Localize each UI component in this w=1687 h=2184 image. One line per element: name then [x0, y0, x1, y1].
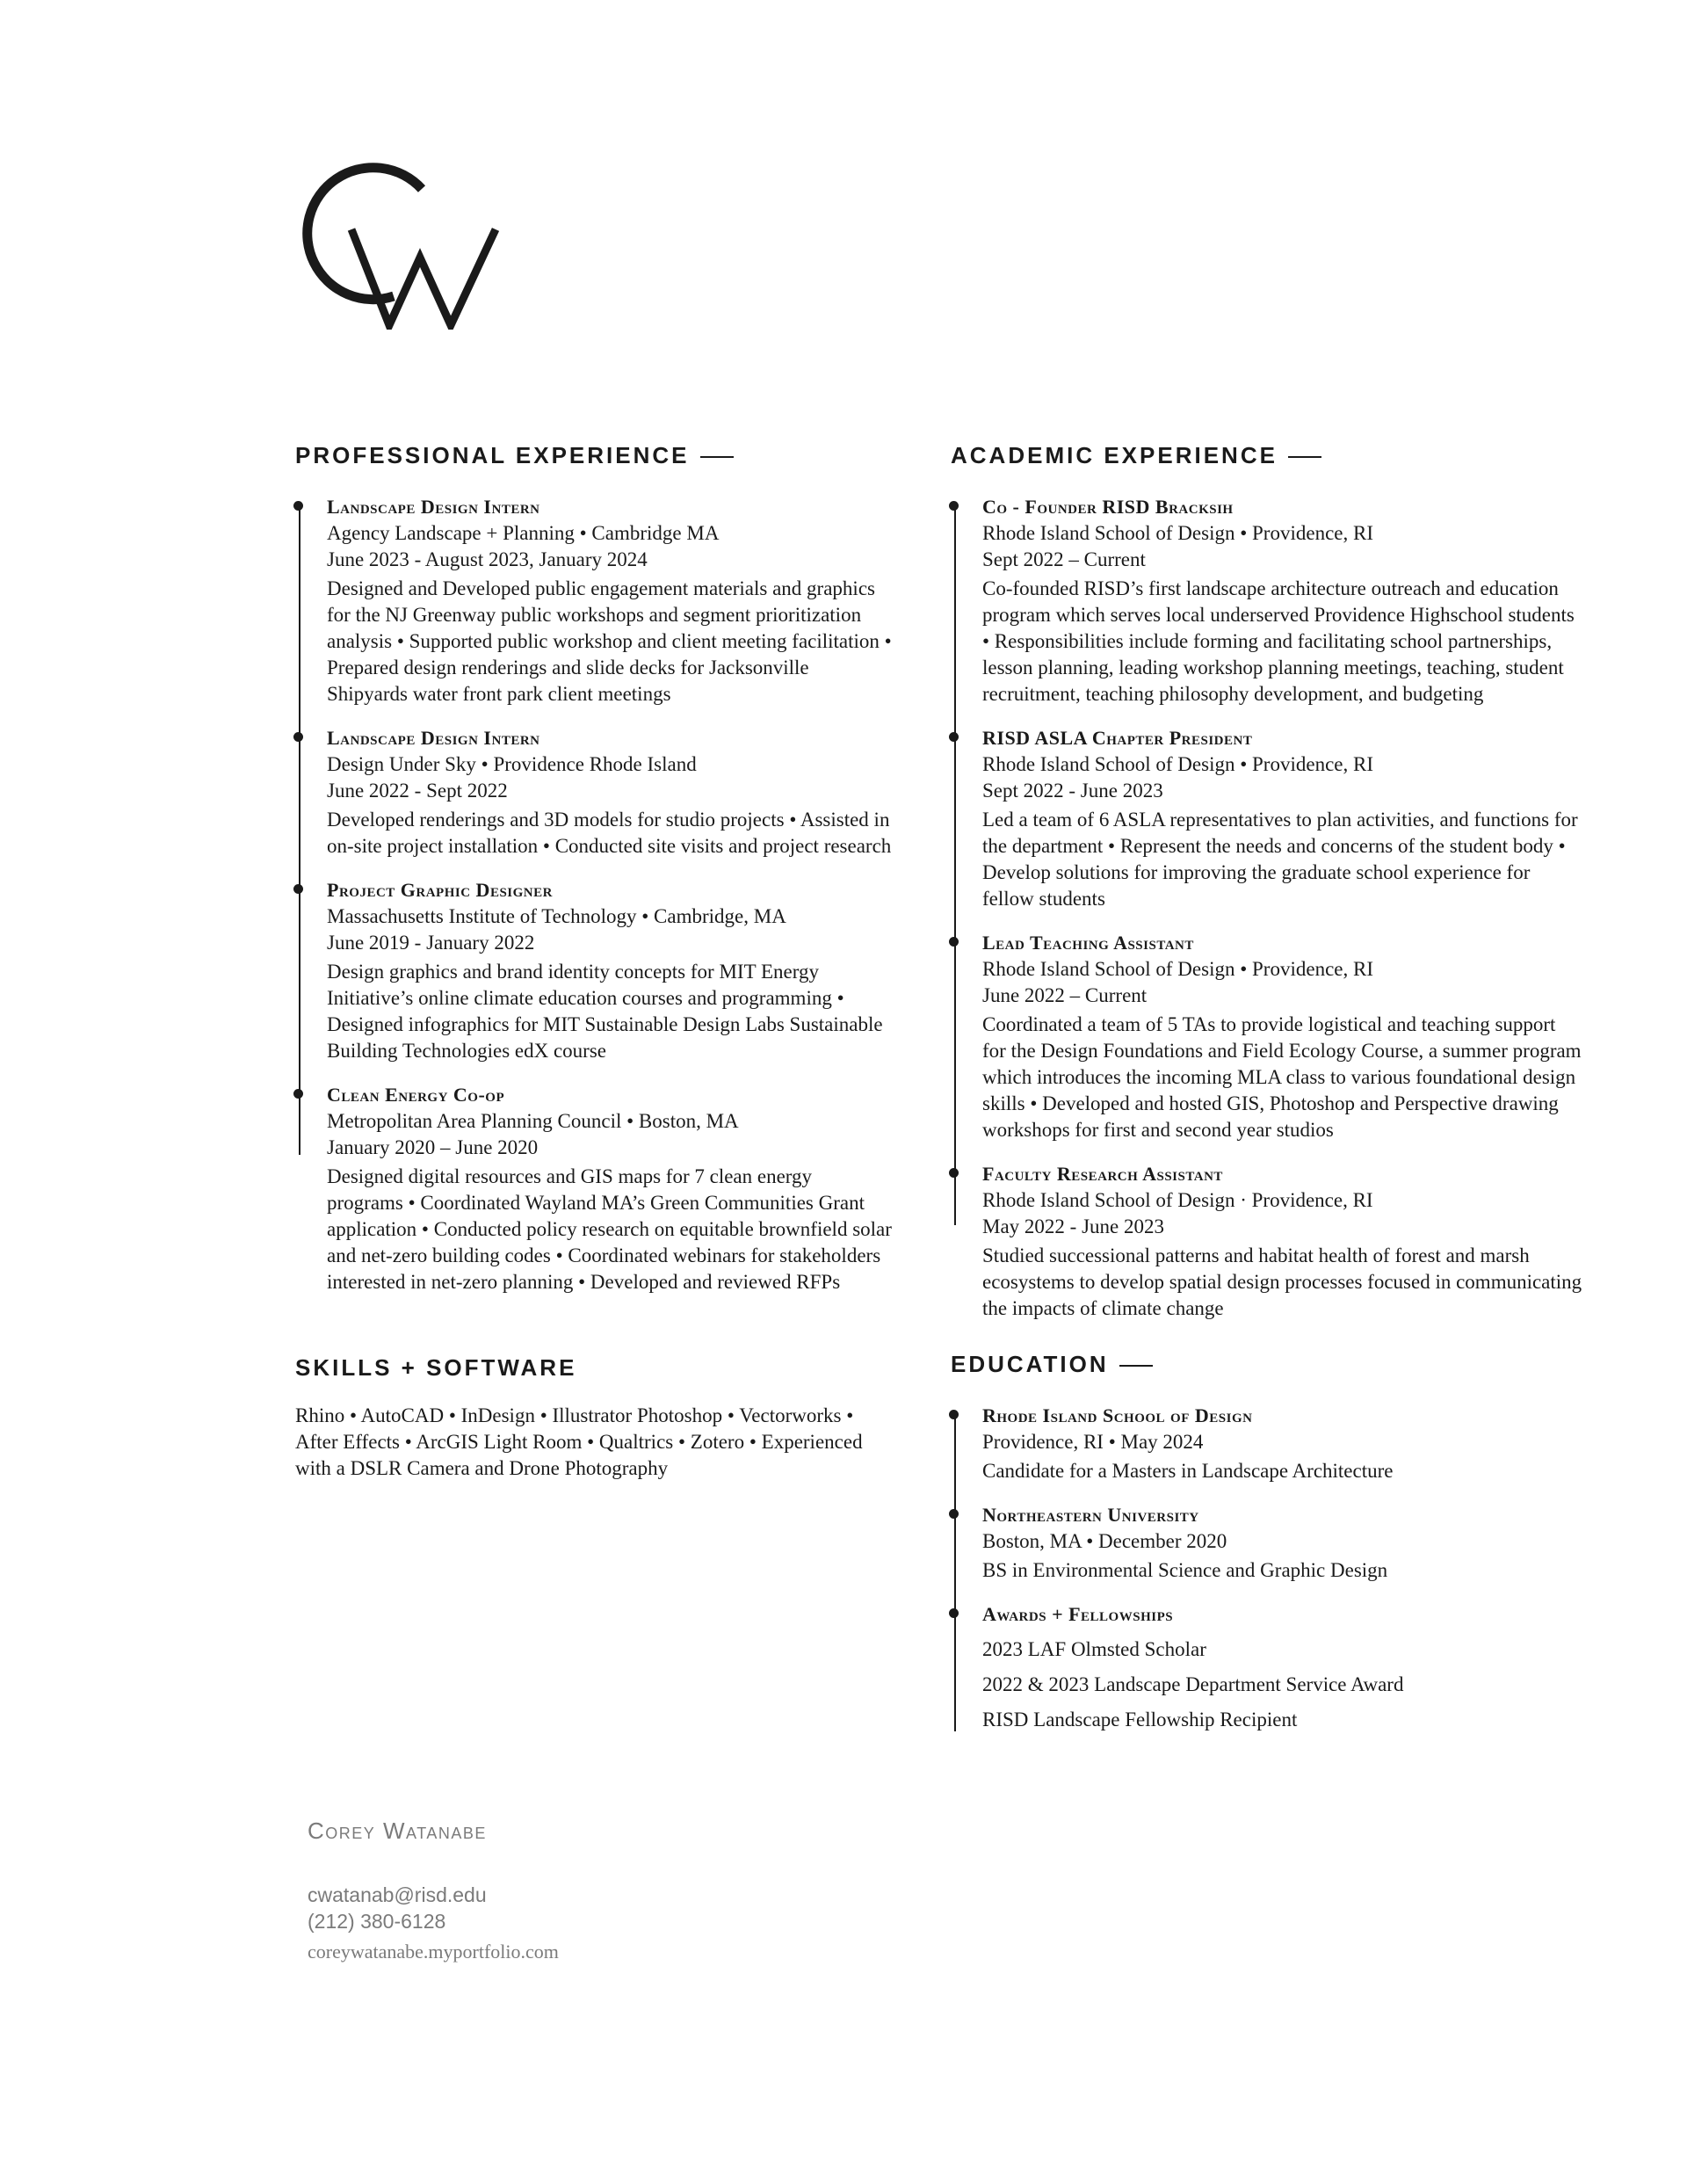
job-title: Lead Teaching Assistant — [982, 932, 1194, 954]
dates: June 2022 - Sept 2022 — [327, 780, 508, 802]
job-title: Co - Founder RISD Bracksih — [982, 496, 1234, 518]
timeline-dot — [949, 1410, 959, 1419]
award-item: 2022 & 2023 Landscape Department Service Award — [982, 1673, 1404, 1695]
contact-block — [308, 1818, 559, 1966]
education-heading: EDUCATION — [951, 1348, 1583, 1380]
job-title: RISD ASLA Chapter President — [982, 727, 1253, 749]
professional-experience-heading: PROFESSIONAL EXPERIENCE — [295, 439, 893, 471]
experience-entry — [982, 1161, 1583, 1322]
timeline-dot — [949, 501, 959, 511]
timeline-dot — [293, 1089, 303, 1099]
description: Co-founded RISD’s first landscape architecture outreach and education program which serves local underserved Providence Highschool students • Responsibilities include forming and facilitating school partnerships, lesson planning, leading workshop planning meetings, teaching, student recruitment, teaching philosophy development, and budgeting — [982, 577, 1575, 705]
timeline-dot — [293, 501, 303, 511]
dates: June 2023 - August 2023, January 2024 — [327, 548, 648, 570]
email-link[interactable]: cwatanab@risd.edu — [308, 1883, 487, 1906]
experience-entry — [327, 877, 893, 1064]
description: Studied successional patterns and habitat health of forest and marsh ecosystems to develop spatial design processes focused in communicating the impacts of climate change — [982, 1244, 1582, 1319]
description: Developed renderings and 3D models for studio projects • Assisted in on-site project installation • Conducted site visits and project research — [327, 809, 892, 857]
skills-heading: SKILLS + SOFTWARE — [295, 1353, 577, 1381]
dates: May 2022 - June 2023 — [982, 1215, 1164, 1237]
job-title: Faculty Research Assistant — [982, 1163, 1223, 1185]
degree: BS in Environmental Science and Graphic Design — [982, 1559, 1388, 1581]
experience-entry — [327, 725, 893, 860]
timeline-dot — [949, 1608, 959, 1618]
job-title: Clean Energy Co-op — [327, 1084, 505, 1106]
employer: Design Under Sky • Providence Rhode Island — [327, 753, 697, 775]
dates: Sept 2022 - June 2023 — [982, 780, 1163, 802]
award-item: RISD Landscape Fellowship Recipient — [982, 1709, 1298, 1731]
cw-logo — [290, 163, 510, 330]
job-title: Landscape Design Intern — [327, 727, 540, 749]
academic-experience-heading: ACADEMIC EXPERIENCE — [951, 439, 1583, 471]
timeline-dot — [293, 884, 303, 894]
right-column — [951, 439, 1583, 1751]
description: Designed and Developed public engagement materials and graphics for the NJ Greenway public workshops and segment prioritization analysis • Supported public workshop and client meeting facilitation • Prepared design renderings and slide decks for Jacksonville Shipyards water front park client meetings — [327, 577, 892, 705]
experience-entry — [982, 930, 1583, 1143]
employer: Rhode Island School of Design • Providence, RI — [982, 753, 1373, 775]
website-link[interactable]: coreywatanabe.myportfolio.com — [308, 1941, 559, 1963]
employer: Massachusetts Institute of Technology • Cambridge, MA — [327, 905, 786, 927]
awards-heading: Awards + Fellowships — [982, 1603, 1174, 1625]
dates: Sept 2022 – Current — [982, 548, 1146, 570]
job-title: Project Graphic Designer — [327, 879, 553, 901]
education-timeline — [951, 1403, 1583, 1733]
employer: Agency Landscape + Planning • Cambridge MA — [327, 522, 720, 544]
dates: June 2022 – Current — [982, 984, 1148, 1006]
awards-entry — [982, 1601, 1583, 1733]
professional-timeline — [295, 494, 893, 1295]
school-location: Boston, MA • December 2020 — [982, 1530, 1227, 1552]
left-column — [295, 439, 893, 1482]
employer: Metropolitan Area Planning Council • Boston, MA — [327, 1110, 739, 1132]
timeline-dot — [949, 937, 959, 947]
job-title: Landscape Design Intern — [327, 496, 540, 518]
school-name: Rhode Island School of Design — [982, 1404, 1253, 1426]
phone-number: (212) 380-6128 — [308, 1910, 446, 1933]
description: Design graphics and brand identity concepts for MIT Energy Initiative’s online climate education courses and programming • Designed infographics for MIT Sustainable Design Labs Sustainable Building Technologies edX course — [327, 961, 883, 1062]
dates: June 2019 - January 2022 — [327, 932, 535, 954]
academic-timeline — [951, 494, 1583, 1322]
timeline-dot — [293, 732, 303, 742]
timeline-dot — [949, 732, 959, 742]
employer: Rhode Island School of Design · Providence, RI — [982, 1189, 1373, 1211]
skills-list: Rhino • AutoCAD • InDesign • Illustrator Photoshop • Vectorworks • After Effects • ArcGIS Light Room • Qualtrics • Zotero • Experienced with a DSLR Camera and Drone Photography — [295, 1404, 863, 1479]
school-location: Providence, RI • May 2024 — [982, 1431, 1204, 1453]
education-entry — [982, 1502, 1583, 1584]
dates: January 2020 – June 2020 — [327, 1136, 539, 1158]
degree: Candidate for a Masters in Landscape Architecture — [982, 1460, 1394, 1482]
experience-entry — [327, 1082, 893, 1295]
contact-name: Corey Watanabe — [308, 1818, 487, 1844]
employer: Rhode Island School of Design • Providence, RI — [982, 522, 1373, 544]
experience-entry — [327, 494, 893, 707]
experience-entry — [982, 725, 1583, 912]
timeline-dot — [949, 1168, 959, 1178]
education-entry — [982, 1403, 1583, 1484]
description: Designed digital resources and GIS maps for 7 clean energy programs • Coordinated Wayland MA’s Green Communities Grant application • Conducted policy research on equitable brownfield solar and net-zero building codes • Coordinated webinars for stakeholders interested in net-zero planning • Developed and reviewed RFPs — [327, 1165, 892, 1293]
employer: Rhode Island School of Design • Providence, RI — [982, 958, 1373, 980]
award-item: 2023 LAF Olmsted Scholar — [982, 1638, 1206, 1660]
school-name: Northeastern University — [982, 1504, 1199, 1526]
description: Coordinated a team of 5 TAs to provide logistical and teaching support for the Design Foundations and Field Ecology Course, a summer program which introduces the incoming MLA class to various foundational design skills • Developed and hosted GIS, Photoshop and Perspective drawing workshops for first and second year studios — [982, 1013, 1582, 1141]
experience-entry — [982, 494, 1583, 707]
timeline-dot — [949, 1509, 959, 1519]
description: Led a team of 6 ASLA representatives to plan activities, and functions for the department • Represent the needs and concerns of the student body • Develop solutions for improving the graduate school experience for fellow students — [982, 809, 1578, 910]
